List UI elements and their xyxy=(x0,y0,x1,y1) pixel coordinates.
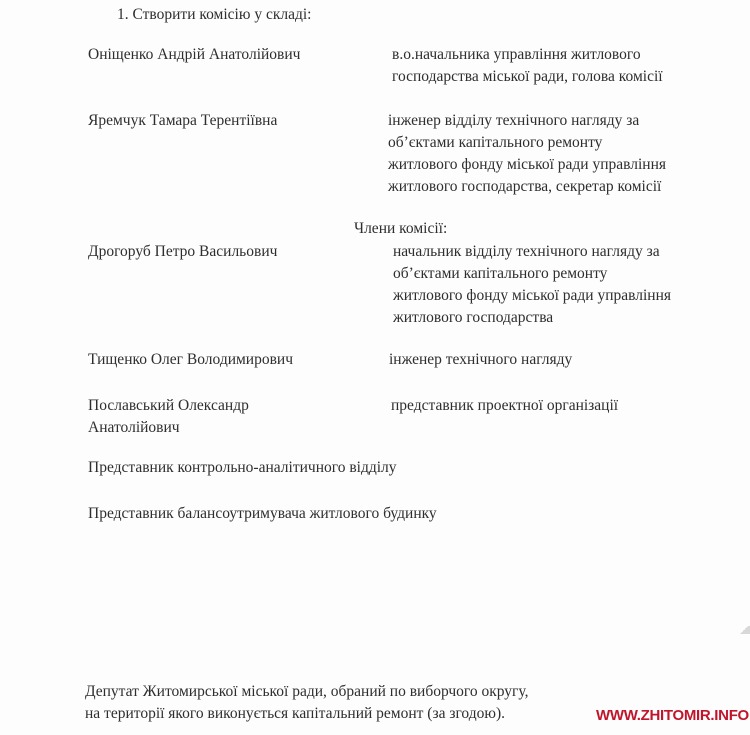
member-role: представник проектної організації xyxy=(391,397,619,414)
members-title: Члени комісії: xyxy=(354,220,448,237)
role-line: начальник відділу технічного нагляду за xyxy=(393,243,660,260)
role-line: об’єктами капітального ремонту xyxy=(388,134,603,151)
footer-line: Депутат Житомирської міської ради, обраний по виборчого округу, xyxy=(85,683,529,700)
scan-artifact xyxy=(738,626,750,634)
commission-head-name: Оніщенко Андрій Анатолійович xyxy=(88,46,301,63)
role-line: житлового господарства, секретар комісії xyxy=(388,178,662,195)
commission-head-role xyxy=(392,44,663,88)
site-watermark: WWW.ZHITOMIR.INFO xyxy=(596,707,749,724)
deputy-note xyxy=(85,681,528,725)
role-line: інженер відділу технічного нагляду за xyxy=(388,112,640,129)
section-heading: 1. Створити комісію у складі: xyxy=(117,6,312,23)
representative-line: Представник контрольно-аналітичного відділу xyxy=(88,459,397,476)
representative-line: Представник балансоутримувача житлового будинку xyxy=(88,505,437,522)
member-role xyxy=(393,241,671,329)
commission-secretary-role xyxy=(388,110,666,198)
member-name: Тищенко Олег Володимирович xyxy=(88,351,294,368)
role-line: житлового господарства xyxy=(393,309,554,326)
footer-line: на території якого виконується капітальний ремонт (за згодою). xyxy=(85,705,505,722)
role-line: житлового фонду міської ради управління xyxy=(393,287,672,304)
name-line: Анатолійович xyxy=(88,419,180,436)
role-line: в.о.начальника управління житлового xyxy=(392,46,641,63)
role-line: житлового фонду міської ради управління xyxy=(388,156,667,173)
member-name: Дрогоруб Петро Васильович xyxy=(88,243,278,260)
role-line: об’єктами капітального ремонту xyxy=(393,265,608,282)
name-line: Пославський Олександр xyxy=(88,397,249,414)
commission-secretary-name: Яремчук Тамара Терентіївна xyxy=(88,112,278,129)
member-name xyxy=(88,395,249,439)
member-role: інженер технічного нагляду xyxy=(389,351,573,368)
role-line: господарства міської ради, голова комісії xyxy=(392,68,663,85)
